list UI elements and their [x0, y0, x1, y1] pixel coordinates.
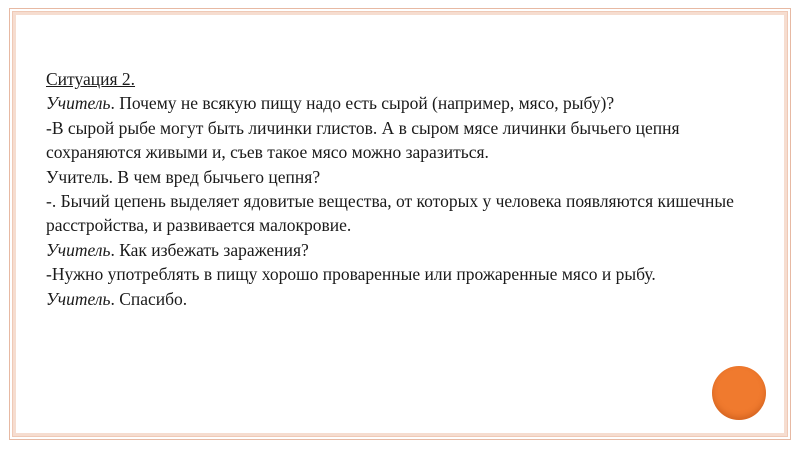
dialogue-line-7 [46, 287, 746, 311]
line-text: Почему не всякую пищу надо есть сырой (например, мясо, рыбу)? [114, 93, 615, 114]
line-text: Спасибо. [114, 288, 188, 309]
dialogue-line-1 [46, 91, 746, 115]
situation-heading: Ситуация 2. [46, 69, 136, 89]
dialogue-line-2 [46, 116, 746, 165]
speaker-separator: . [110, 239, 115, 260]
dialogue-line-6 [46, 262, 746, 286]
speaker-separator: . [110, 288, 115, 309]
dialogue-line-5 [46, 238, 746, 262]
line-text: -Нужно употреблять в пищу хорошо проваренные или прожаренные мясо и рыбу. [46, 264, 656, 285]
speaker-label: Учитель [46, 93, 111, 114]
speaker-label: Учитель [46, 239, 111, 260]
line-text: -В сырой рыбе могут быть личинки глистов. А в сыром мясе личинки бычьего цепня сохраняются живыми и, съев такое мясо можно заразиться. [46, 117, 680, 163]
line-text: Учитель. В чем вред бычьего цепня? [46, 166, 321, 187]
slide-heading [46, 67, 746, 91]
line-text: Как избежать заражения? [114, 239, 309, 260]
dialogue-line-3 [46, 165, 746, 189]
speaker-label: Учитель [46, 288, 111, 309]
speaker-separator: . [110, 93, 115, 114]
dialogue-line-4 [46, 189, 746, 238]
line-text: -. Бычий цепень выделяет ядовитые вещества, от которых у человека появляются кишечные расстройства, и развивается малокровие. [46, 191, 734, 236]
slide-content [46, 67, 746, 311]
orange-circle-decoration [712, 366, 766, 420]
